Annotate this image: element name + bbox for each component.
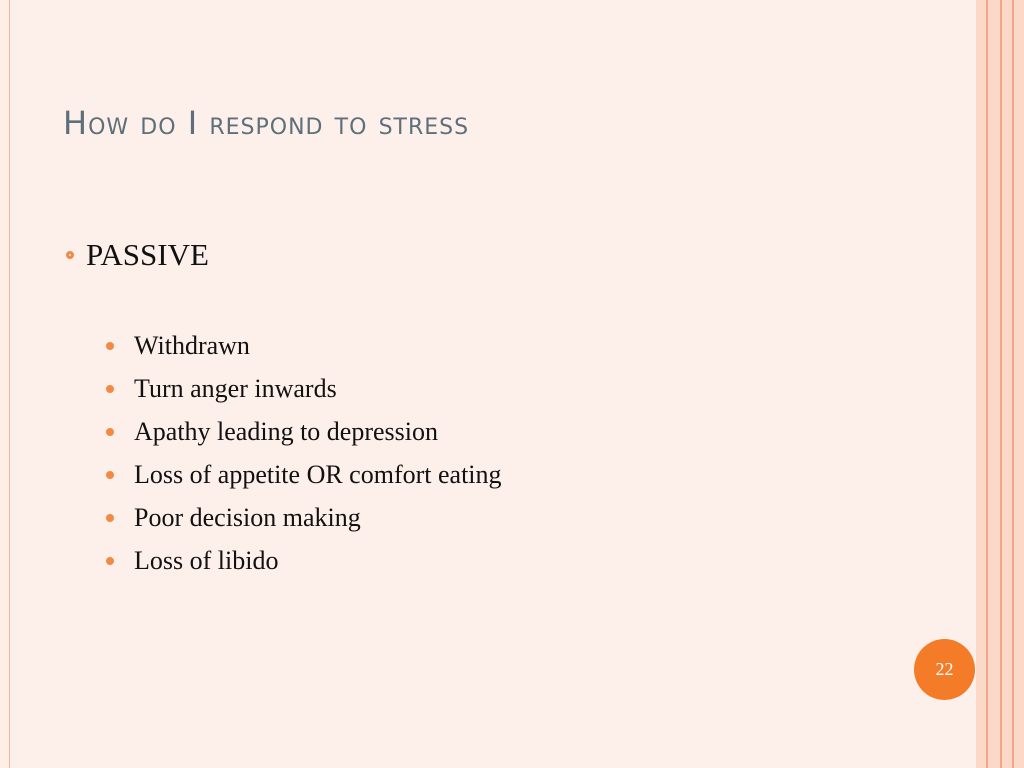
list-item-label: Poor decision making — [134, 502, 361, 532]
dot-bullet-icon — [106, 428, 114, 436]
list-item — [106, 367, 502, 410]
dot-bullet-icon — [106, 385, 114, 393]
list-item — [106, 496, 502, 539]
list-item — [106, 410, 502, 453]
right-decorative-band — [1002, 0, 1012, 768]
page-number-badge: 22 — [914, 639, 975, 700]
list-item-label: Turn anger inwards — [134, 373, 337, 403]
list-item-label: Withdrawn — [134, 330, 250, 360]
dot-bullet-icon — [106, 514, 114, 522]
list-item-label: Loss of appetite OR comfort eating — [134, 459, 502, 489]
main-bullet-item — [66, 236, 209, 274]
list-item-label: Apathy leading to depression — [134, 416, 438, 446]
ring-bullet-icon — [66, 251, 74, 259]
dot-bullet-icon — [106, 471, 114, 479]
list-item — [106, 324, 502, 367]
list-item — [106, 453, 502, 496]
right-decorative-band — [988, 0, 1000, 768]
slide-title: How do I respond to stress — [63, 104, 470, 142]
right-decorative-band — [1014, 0, 1024, 768]
dot-bullet-icon — [106, 342, 114, 350]
list-item-label: Loss of libido — [134, 545, 279, 575]
sub-bullet-list — [106, 324, 502, 582]
list-item — [106, 539, 502, 582]
main-bullet-label: PASSIVE — [86, 237, 209, 272]
dot-bullet-icon — [106, 557, 114, 565]
right-decorative-band — [976, 0, 986, 768]
